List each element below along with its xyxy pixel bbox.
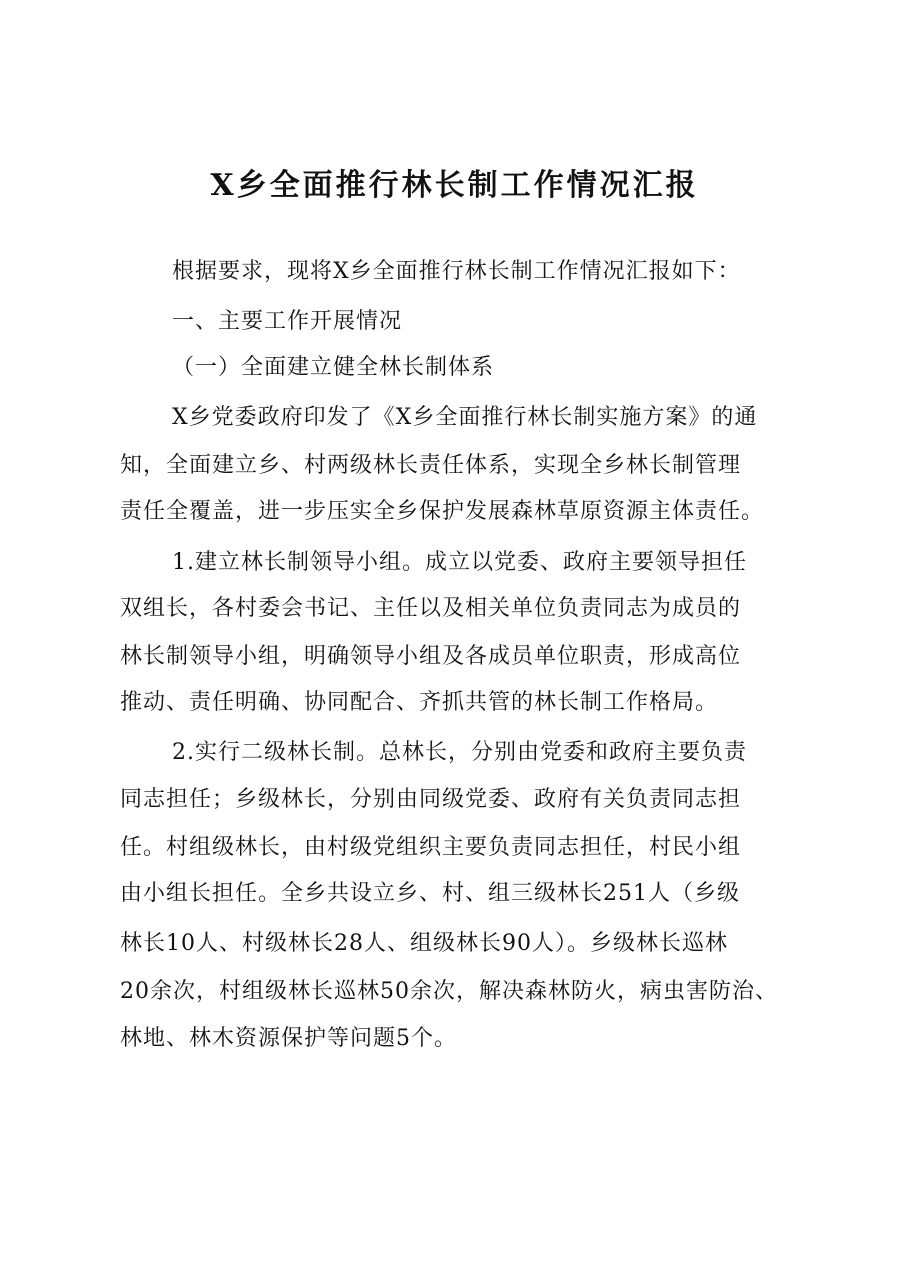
paragraph-line: X乡党委政府印发了《X乡全面推行林长制实施方案》的通	[172, 405, 758, 430]
paragraph-line: 推动、责任明确、协同配合、齐抓共管的林长制工作格局。	[120, 690, 719, 715]
paragraph-line: 1.建立林长制领导小组。成立以党委、政府主要领导担任	[172, 550, 747, 575]
paragraph-line: 任。村组级林长，由村级党组织主要负责同志担任，村民小组	[120, 835, 742, 860]
paragraph-line: 2.实行二级林长制。总林长，分别由党委和政府主要负责	[172, 740, 747, 765]
paragraph-line: 责任全覆盖，进一步压实全乡保护发展森林草原资源主体责任。	[120, 499, 765, 524]
paragraph-line: 林长10人、村级林长28人、组级林长90人）。乡级林长巡林	[120, 931, 728, 956]
paragraph-line: 由小组长担任。全乡共设立乡、村、组三级林长251人（乡级	[120, 881, 740, 906]
paragraph-line: 林地、林木资源保护等问题5个。	[120, 1026, 457, 1051]
paragraph-line: 20余次，村组级林长巡林50余次，解决森林防火，病虫害防治、	[120, 979, 778, 1004]
paragraph-line: 知，全面建立乡、村两级林长责任体系，实现全乡林长制管理	[120, 453, 742, 478]
section-heading-1: 一、主要工作开展情况	[172, 309, 403, 334]
paragraph-line: 同志担任；乡级林长，分别由同级党委、政府有关负责同志担	[120, 787, 742, 812]
document-title: X乡全面推行林长制工作情况汇报	[210, 168, 699, 203]
paragraph-line: 林长制领导小组，明确领导小组及各成员单位职责，形成高位	[120, 644, 742, 669]
subsection-heading-1: （一）全面建立健全林长制体系	[172, 355, 495, 380]
paragraph-line: 双组长，各村委会书记、主任以及相关单位负责同志为成员的	[120, 596, 742, 621]
paragraph-intro: 根据要求，现将X乡全面推行林长制工作情况汇报如下：	[172, 259, 741, 284]
